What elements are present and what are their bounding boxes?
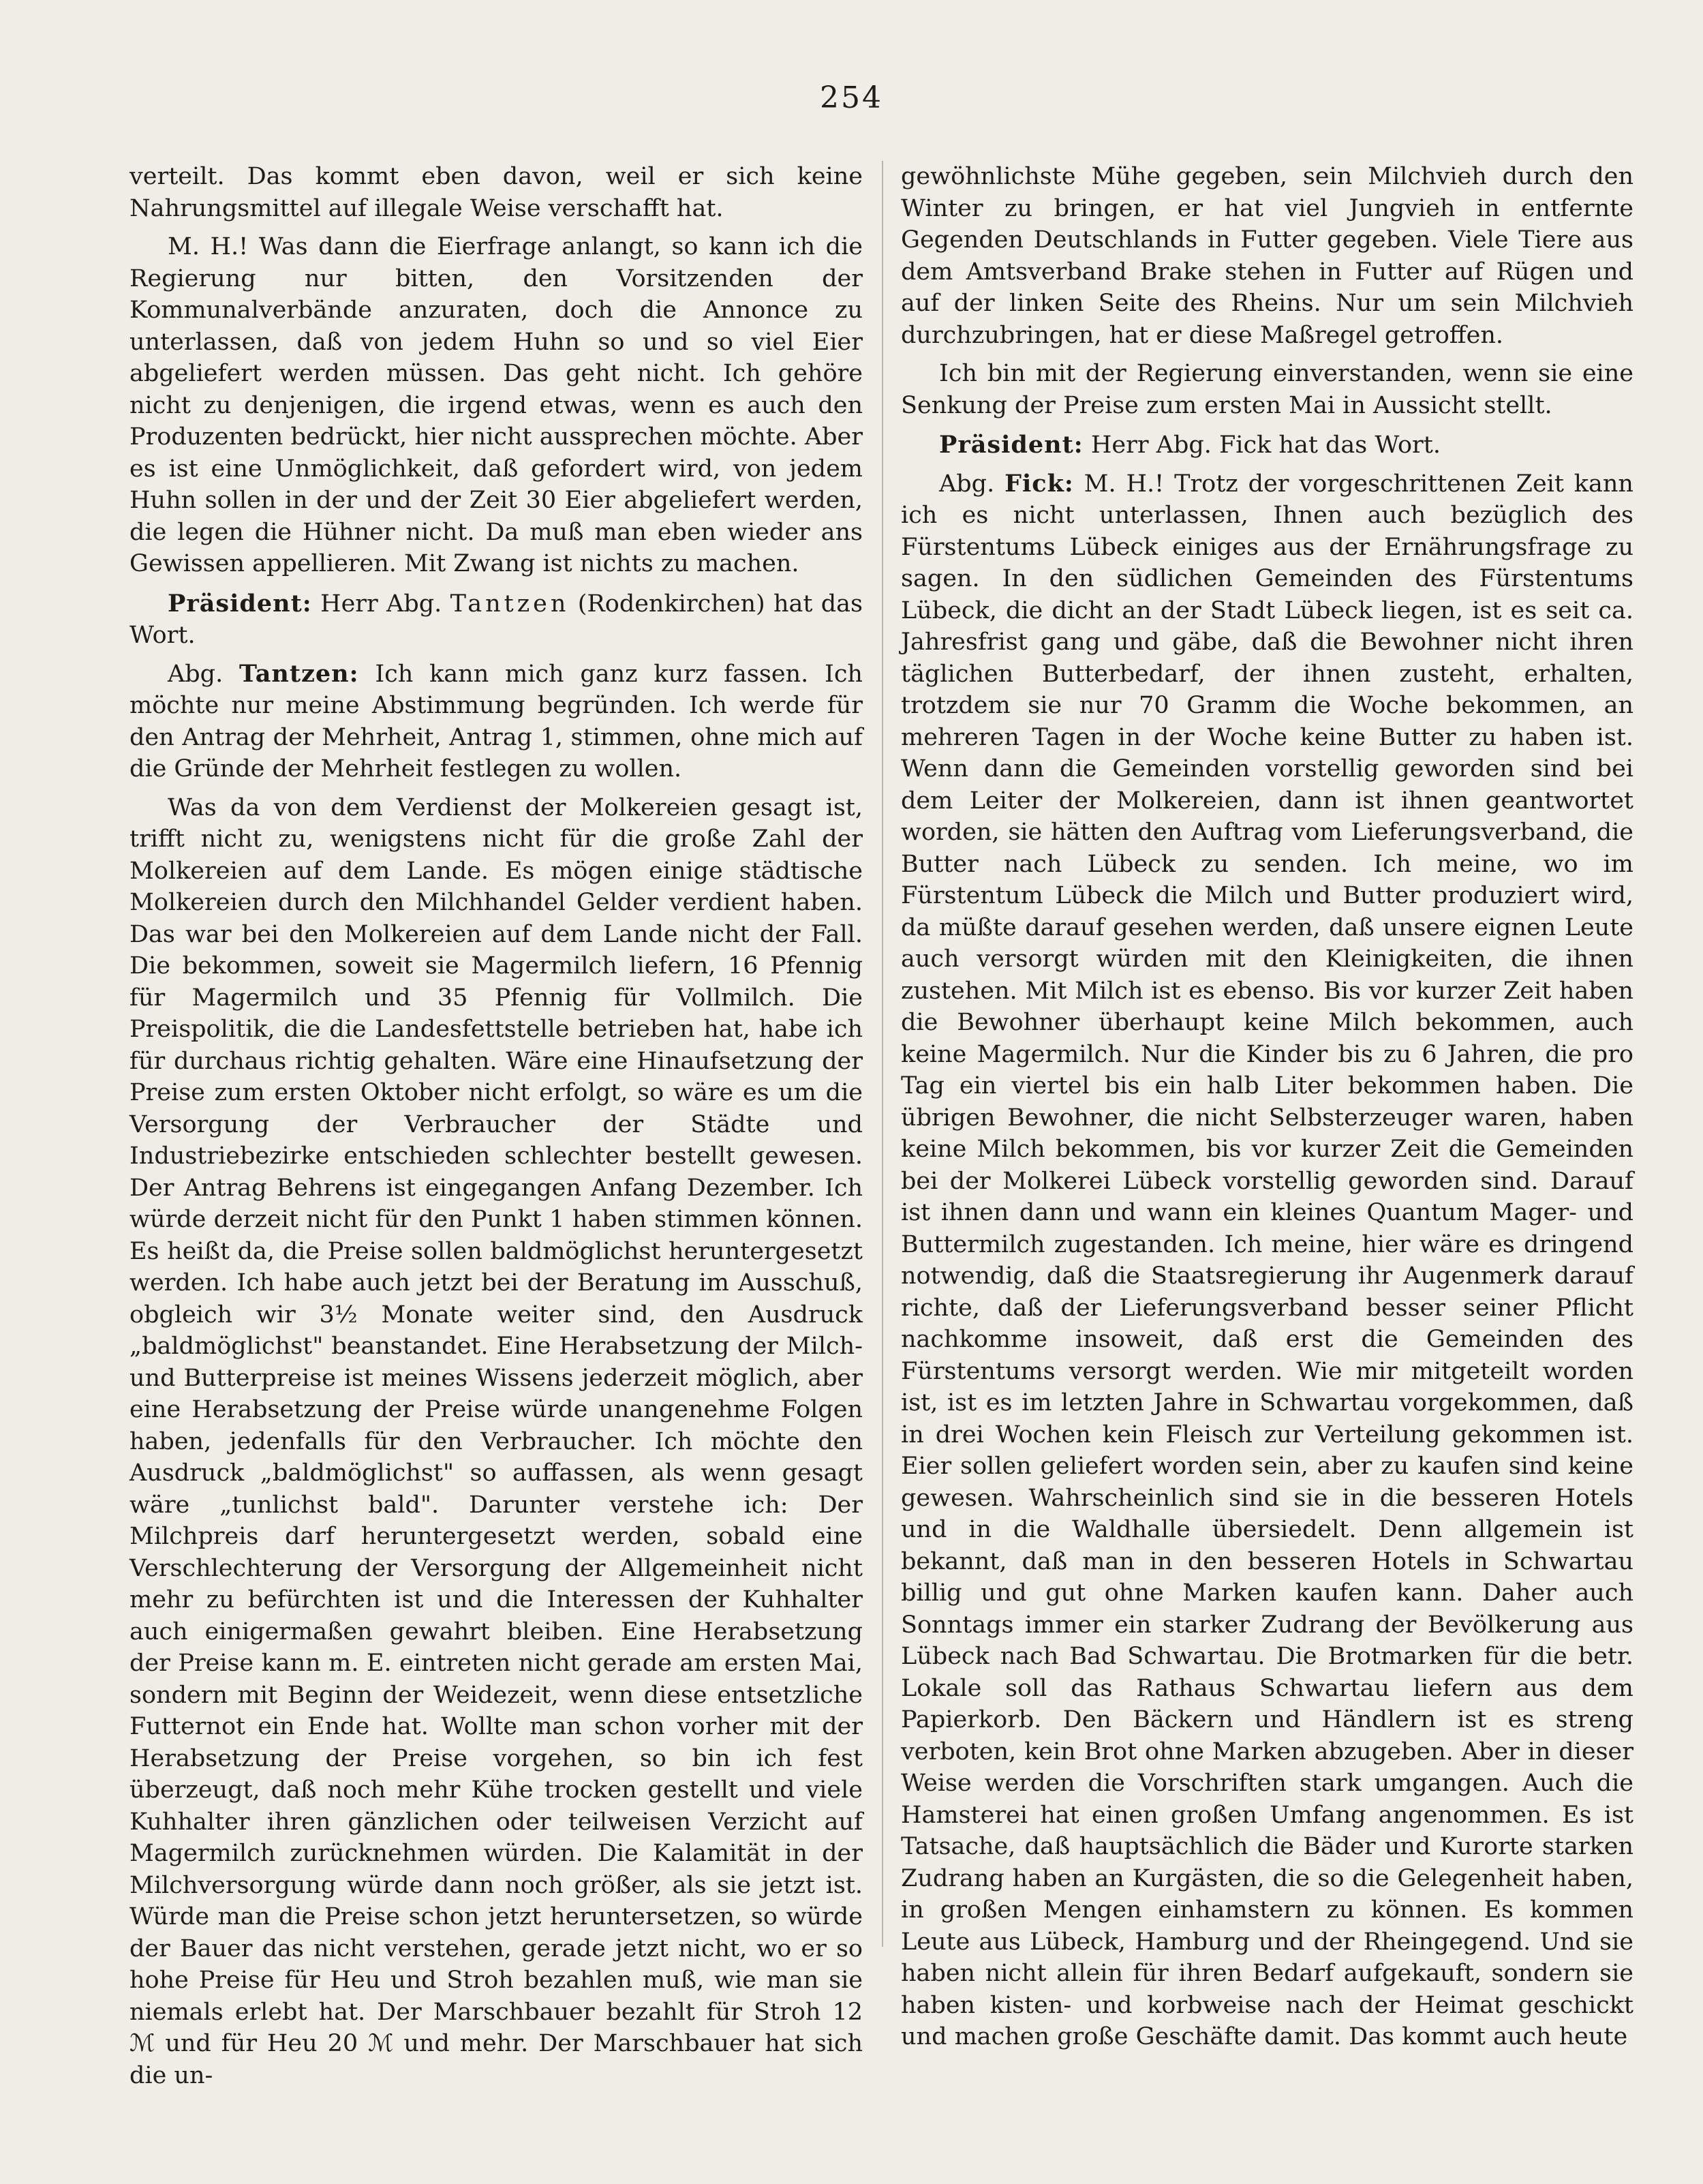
left-paragraph-1: verteilt. Das kommt eben davon, weil er sich keine Nahrungsmittel auf illegale Weise verschafft hat. [129,163,863,222]
speech-fick-text: M. H.! Trotz der vorgeschrittenen Zeit kann ich es nicht unterlassen, Ihnen auch bezüglich des Fürstentums Lübeck einiges aus der Ernährungsfrage zu sagen. In den südlichen Gemeinden des Fürstentums Lübeck, die dicht an der Stadt Lübeck liegen, ist es seit ca. Jahresfrist gang und gäbe, daß die Bewohner nicht ihren täglichen Butterbedarf, der ihnen zusteht, erhalten, trotzdem sie nur 70 Gramm die Woche bekommen, an mehreren Tagen in der Woche keine Butter zu haben ist. Wenn dann die Gemeinden vorstellig geworden sind bei dem Leiter der Molkereien, dann ist ihnen geantwortet worden, sie hätten den Auftrag vom Lieferungsverband, die Butter nach Lübeck zu senden. Ich meine, wo im Fürstentum Lübeck die Milch und Butter produziert wird, da müßte darauf gesehen werden, daß unsere eignen Leute auch versorgt würden mit den Kleinigkeiten, die ihnen zustehen. Mit Milch ist es ebenso. Bis vor kurzer Zeit haben die Bewohner überhaupt keine Milch bekommen, auch keine Magermilch. Nur die Kinder bis zu 6 Jahren, die pro Tag ein viertel bis ein halb Liter bekommen haben. Die übrigen Bewohner, die nicht Selbsterzeuger waren, haben keine Milch bekommen, bis vor kurzer Zeit die Gemeinden bei der Molkerei Lübeck vorstellig geworden sind. Darauf ist ihnen dann und wann ein kleines Quantum Mager- und Buttermilch zugestanden. Ich meine, hier wäre es dringend notwendig, daß die Staatsregierung ihr Augenmerk darauf richte, daß der Lieferungsverband besser seiner Pflicht nachkomme insoweit, daß erst die Gemeinden des Fürstentums versorgt werden. Wie mir mitgeteilt worden ist, ist es im letzten Jahre in Schwartau vorgekommen, daß in drei Wochen kein Fleisch zur Verteilung gekommen ist. Eier sollen geliefert worden sein, aber zu kaufen sind keine gewesen. Wahrscheinlich sind sie in die besseren Hotels und in die Waldhalle übersiedelt. Denn allgemein ist bekannt, daß man in den besseren Hotels in Schwartau billig und gut ohne Marken kaufen kann. Daher auch Sonntags immer ein starker Zudrang der Bevölkerung aus Lübeck nach Bad Schwartau. Die Brotmarken für die betr. Lokale soll das Rathaus Schwartau liefern aus dem Papierkorb. Den Bäckern und Händlern ist es streng verboten, kein Brot ohne Marken abzugeben. Aber in dieser Weise werden die Vorschriften stark umgangen. Auch die Hamsterei hat einen großen Umfang angenommen. Es ist Tatsache, daß hauptsächlich die Bäder und Kurorte starken Zudrang haben an Kurgästen, die so die Gelegenheit haben, in großen Mengen einhamstern zu können. Es kommen Leute aus Lübeck, Hamburg und der Rheingegend. Und sie haben nicht allein für ihren Bedarf aufgekauft, sondern sie haben kisten- und korbweise nach der Heimat geschickt und machen große Geschäfte damit. Das kommt auch heute [901,470,1633,2050]
right-paragraph-2: Ich bin mit der Regierung einverstanden, wenn sie eine Senkung der Preise zum ersten Mai in Aussicht stellt. [901,360,1633,419]
right-paragraph-1: gewöhnlichste Mühe gegeben, sein Milchvieh durch den Winter zu bringen, er hat viel Jungvieh in entfernte Gegenden Deutschlands in Futter gegeben. Viele Tiere aus dem Amtsverband Brake stehen in Futter auf Rügen und auf der linken Seite des Rheins. Nur um sein Milchvieh durchzubringen, hat er diese Maßregel getroffen. [901,163,1633,349]
president-label: Präsident: [168,589,312,618]
speech-fick [901,468,1633,2053]
president-text-right: Herr Abg. Fick hat das Wort. [1090,431,1441,459]
left-paragraph-4: Was da von dem Verdienst der Molkereien gesagt ist, trifft nicht zu, wenigstens nicht für die große Zahl der Molkereien auf dem Lande. Es mögen einige städtische Molkereien durch den Milchhandel Gelder verdient haben. Das war bei den Molkereien auf dem Lande nicht der Fall. Die bekommen, soweit sie Magermilch liefern, 16 Pfennig für Magermilch und 35 Pfennig für Vollmilch. Die Preispolitik, die die Landesfettstelle betrieben hat, habe ich für durchaus richtig gehalten. Wäre eine Hinaufsetzung der Preise zum ersten Oktober nicht erfolgt, so wäre es um die Versorgung der Verbraucher der Städte und Industriebezirke entschieden schlechter bestellt gewesen. Der Antrag Behrens ist eingegangen Anfang Dezember. Ich würde derzeit nicht für den Punkt 1 haben stimmen können. Es heißt da, die Preise sollen baldmöglichst heruntergesetzt werden. Ich habe auch jetzt bei der Beratung im Ausschuß, obgleich wir 3½ Monate weiter sind, den Ausdruck „baldmöglichst" beanstandet. Eine Herabsetzung der Milch- und Butterpreise ist meines Wissens jederzeit möglich, aber eine Herabsetzung der Preise würde unangenehme Folgen haben, jedenfalls für den Verbraucher. Ich möchte den Ausdruck „baldmöglichst" so auffassen, als wenn gesagt wäre „tunlichst bald". Darunter verstehe ich: Der Milchpreis darf heruntergesetzt werden, sobald eine Verschlechterung der Versorgung der Allgemeinheit nicht mehr zu befürchten ist und die Interessen der Kuhhalter auch einigermaßen gewahrt bleiben. Eine Herabsetzung der Preise kann m. E. eintreten nicht gerade am ersten Mai, sondern mit Beginn der Weidezeit, wenn diese entsetzliche Futternot ein Ende hat. Wollte man schon vorher mit der Herabsetzung der Preise vorgehen, so bin ich fest überzeugt, daß noch mehr Kühe trocken gestellt und viele Kuhhalter ihren gänzlichen oder teilweisen Verzicht auf Magermilch zurücknehmen würden. Die Kalamität in der Milchversorgung würde dann noch größer, als sie jetzt ist. Würde man die Preise schon jetzt heruntersetzen, so würde der Bauer das nicht verstehen, gerade jetzt nicht, wo er so hohe Preise für Heu und Stroh bezahlen muß, wie man sie niemals erlebt hat. Der Marschbauer bezahlt für Stroh 12 ℳ und für Heu 20 ℳ und mehr. Der Marschbauer hat sich die un- [129,793,863,2089]
abg-prefix: Abg. [168,660,224,688]
column-divider [882,161,883,1947]
president-text-before: Herr Abg. [320,590,442,618]
speech-tantzen [129,658,863,785]
speaker-name-tantzen: Tantzen [450,590,570,618]
president-label-right: Präsident: [939,431,1084,459]
president-statement-right [901,429,1633,461]
abg-prefix-right: Abg. [939,470,995,498]
right-column [901,161,1633,2060]
president-statement-left [129,588,863,652]
speaker-tantzen: Tantzen: [239,659,359,688]
president-text-after: (Rodenkirchen) hat das Wort. [129,590,863,649]
speech-tantzen-text: Ich kann mich ganz kurz fassen. Ich möchte nur meine Abstimmung begründen. Ich werde für den Antrag der Mehrheit, Antrag 1, stimmen, ohne mich auf die Gründe der Mehrheit festlegen zu wollen. [129,660,863,783]
page-number: 254 [820,80,883,115]
left-paragraph-2: M. H.! Was dann die Eierfrage anlangt, so kann ich die Regierung nur bitten, den Vorsitzenden der Kommunalverbände anzuraten, doch die Annonce zu unterlassen, daß von jedem Huhn so und so viel Eier abgeliefert werden müssen. Das geht nicht. Ich gehöre nicht zu denjenigen, die irgend etwas, wenn es auch den Produzenten bedrückt, hier nicht aussprechen möchte. Aber es ist eine Unmöglichkeit, daß gefordert wird, von jedem Huhn sollen in der und der Zeit 30 Eier abgeliefert werden, die legen die Hühner nicht. Da muß man eben wieder ans Gewissen appellieren. Mit Zwang ist nichts zu machen. [129,233,863,577]
left-column [129,161,863,2098]
speaker-fick: Fick: [1004,469,1074,498]
